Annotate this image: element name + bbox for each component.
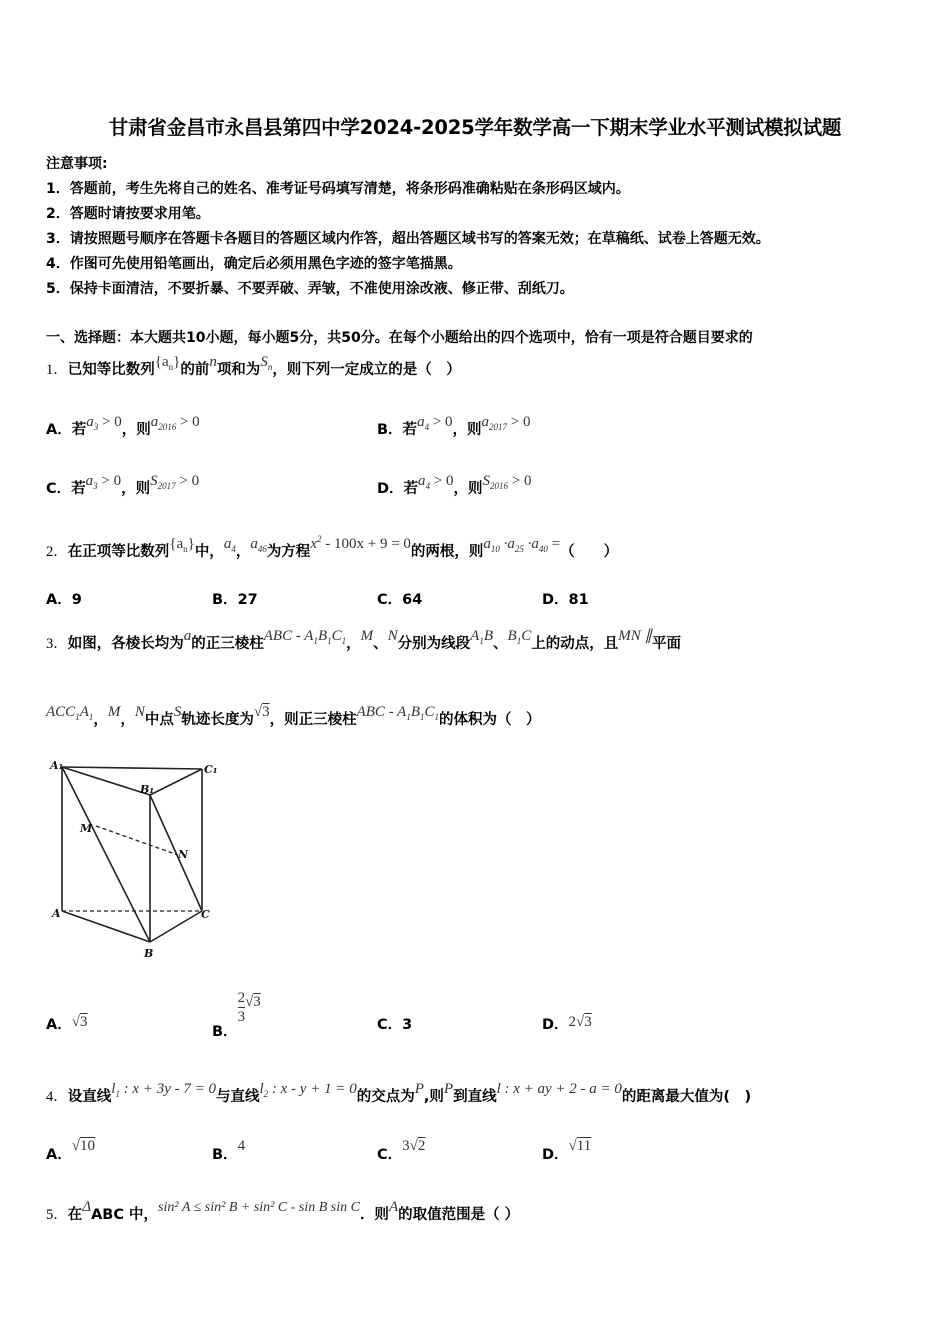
question-2: 2．在正项等比数列$\{a_n\}$中，$a_4$，$a_{46}$为方程$x^2 - 100x + 9 = 0$的两根，则$a_{10} \cdot a_{25} \cdot a_{40}$ =（ ） (46, 534, 619, 560)
notice-item: 5．保持卡面清洁，不要折暴、不要弄破、弄皱，不准使用涂改液、修正带、刮纸刀。 (46, 281, 574, 297)
page-title: 甘肃省金昌市永昌县第四中学2024-2025学年数学高一下期末学业水平测试模拟试题 (108, 116, 842, 139)
q3-option-b[interactable]: B． $\frac{2}{3}$ √3 (212, 990, 261, 1040)
q4-option-d[interactable]: D．√11 (542, 1138, 592, 1163)
question-3-cont: $ACC_1A_1$，M，N中点S轨迹长度为√3，则正三棱柱ABC - $A_1B_1C_1$的体积为（ ） (46, 704, 541, 728)
q3-option-c[interactable]: C．3 (377, 1017, 413, 1033)
figure-label: M (80, 822, 93, 835)
prism-figure (48, 755, 228, 965)
notice-item: 3．请按照题号顺序在答题卡各题目的答题区域内作答，超出答题区域书写的答案无效；在草稿纸、试卷上答题无效。 (46, 231, 770, 247)
q2-option-d[interactable]: D．81 (542, 592, 589, 608)
figure-label: C (201, 908, 210, 921)
section-heading: 一、选择题：本大题共10小题，每小题5分，共50分。在每个小题给出的四个选项中，恰有一项是符合题目要求的 (46, 330, 753, 346)
q1-option-b[interactable]: B．若$a_4 > 0$，则$a_{2017} > 0$ (377, 414, 531, 438)
question-5: 5．在ΔABC 中，sin² A ≤ sin² B + sin² C - sin B sin C．则A的取值范围是（ ） (46, 1199, 520, 1223)
q4-option-b[interactable]: B．4 (212, 1138, 246, 1163)
q1-option-d[interactable]: D．若$a_4 > 0$，则$S_{2016} > 0$ (377, 473, 532, 497)
q4-option-a[interactable]: A．√10 (46, 1138, 95, 1163)
question-1: 1．已知等比数列$\{a_n\}$的前n项和为$S_n$，则下列一定成立的是（ ） (46, 354, 461, 378)
q3-option-d[interactable]: D．2√3 (542, 1014, 592, 1033)
q1-option-a[interactable]: A．若$a_3 > 0$，则$a_{2016} > 0$ (46, 414, 200, 438)
notice-item: 4．作图可先使用铅笔画出，确定后必须用黑色字迹的签字笔描黑。 (46, 256, 462, 272)
q2-option-a[interactable]: A．9 (46, 592, 82, 608)
figure-label: N (178, 848, 189, 861)
q4-option-c[interactable]: C．3√2 (377, 1138, 426, 1163)
notice-item: 1．答题前，考生先将自己的姓名、准考证号码填写清楚，将条形码准确粘贴在条形码区域内。 (46, 181, 630, 197)
figure-label: A₁ (50, 759, 64, 772)
notice-item: 2．答题时请按要求用笔。 (46, 206, 210, 222)
figure-label: C₁ (204, 763, 218, 776)
question-4: 4．设直线$l_1$ : x + 3y - 7 = 0与直线$l_2$ : x - y + 1 = 0的交点为P,则P到直线l : x + ay + 2 - a = 0的距离最大值为( ) (46, 1081, 752, 1105)
figure-label: B (144, 947, 154, 960)
q1-option-c[interactable]: C．若$a_3 > 0$，则$S_{2017} > 0$ (46, 473, 200, 497)
figure-label: A (52, 907, 61, 920)
question-3: 3．如图，各棱长均为a的正三棱柱ABC - $A_1B_1C_1$，M、N分别为线段$A_1B$、$B_1C$上的动点，且MN ∥平面 (46, 628, 681, 652)
q2-option-c[interactable]: C．64 (377, 592, 423, 608)
q2-option-b[interactable]: B．27 (212, 592, 258, 608)
q3-option-a[interactable]: A．√3 (46, 1014, 88, 1033)
notice-heading: 注意事项: (46, 156, 108, 172)
figure-label: B₁ (140, 783, 155, 796)
